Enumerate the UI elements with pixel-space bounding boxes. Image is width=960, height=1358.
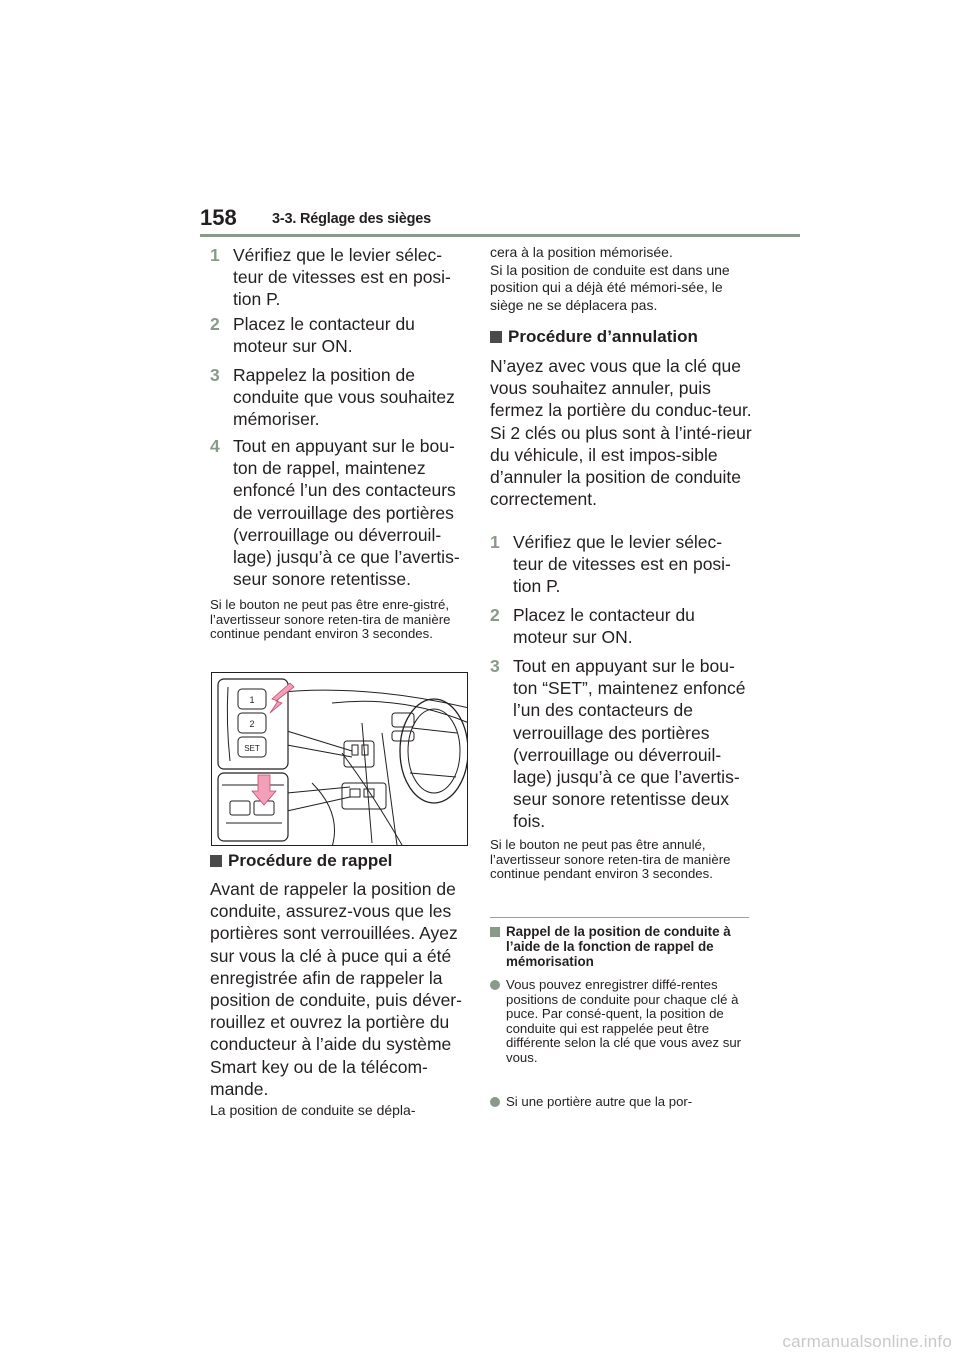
memory-switch-illustration [211,672,468,846]
left-note: Si le bouton ne peut pas être enre-gistré, l’avertisseur sonore reten-tira de manière continue pendant environ 3 secondes. [210,597,451,642]
memory-recall-heading [490,925,752,969]
square-bullet-icon [210,855,222,867]
right-step-2 [490,604,752,648]
step-text: Placez le contacteur du moteur sur ON. [513,605,695,648]
section-title: 3-3. Réglage des sièges [272,211,432,227]
recall-heading [210,850,472,872]
step-number: 4 [210,436,220,456]
step-text: Tout en appuyant sur le bou-ton de rappel, maintenez enfoncé l’un des contacteurs de verrouillage des portières (verrouillage ou déverrouil-lage) jusqu’à ce que l’avertis-seur sonore retentisse. [233,436,460,590]
right-step-1 [490,531,752,598]
section-separator [490,917,749,918]
bullet-text: Vous pouvez enregistrer diffé-rentes positions de conduite pour chaque clé à puce. Par consé-quent, la position de conduite qui est rappelée peut être différente selon la clé que vous avez sur vous. [506,977,742,1065]
step-number: 2 [210,314,220,334]
left-step-2 [210,313,472,357]
square-bullet-icon [490,331,502,343]
step-number: 3 [490,656,500,676]
button-label-1: 1 [249,695,255,705]
recall-text: Avant de rappeler la position de conduite, assurez-vous que les portières sont verrouillées. Ayez sur vous la clé à puce qui a été enregistrée afin de rappeler la position de conduite, puis déver-rouillez et ouvrez la portière du conducteur à l’aide du système Smart key ou de la télécom-mande. [210,879,462,1099]
memory-bullet-2 [490,1095,752,1110]
page-number: 158 [200,205,237,230]
square-bullet-icon [490,927,500,937]
step-number: 1 [490,532,500,552]
step-number: 3 [210,365,220,385]
round-bullet-icon [490,980,500,990]
step-text: Vérifiez que le levier sélec-teur de vitesses est en posi-tion P. [513,532,731,597]
left-step-1 [210,244,472,311]
left-step-4 [210,435,472,590]
right-note: Si le bouton ne peut pas être annulé, l’avertisseur sonore reten-tira de manière continue pendant environ 3 secondes. [490,837,731,882]
memory-bullet-1 [490,978,752,1066]
step-number: 2 [490,605,500,625]
memory-recall-heading-text: Rappel de la position de conduite à l’aide de la fonction de rappel de mémorisation [506,924,731,969]
button-label-set: SET [244,744,260,753]
cancel-text: N’ayez avec vous que la clé que vous souhaitez annuler, puis fermez la portière du conduc-teur. Si 2 clés ou plus sont à l’inté-rieur du véhicule, il est impos-sible d’annuler la position de conduite correctement. [490,356,752,510]
recall-note-continued: cera à la position mémorisée. Si la position de conduite est dans une position qui a déjà été mémori-sée, le siège ne se déplacera pas. [490,244,730,313]
step-text: Placez le contacteur du moteur sur ON. [233,314,415,357]
recall-heading-text: Procédure de rappel [228,851,393,870]
cancel-heading-text: Procédure d’annulation [508,327,698,346]
left-step-3 [210,364,472,431]
bullet-text: Si une portière autre que la por- [506,1094,693,1109]
step-text: Vérifiez que le levier sélec-teur de vitesses est en posi-tion P. [233,245,451,310]
header-rule [200,234,800,237]
page-header [200,204,800,236]
right-step-3 [490,655,752,833]
step-number: 1 [210,245,220,265]
watermark: carmanualsonline.info [782,1332,952,1351]
round-bullet-icon [490,1097,500,1107]
illustration-drawing [212,673,468,846]
step-text: Rappelez la position de conduite que vous souhaitez mémoriser. [233,365,455,430]
recall-note-start: La position de conduite se dépla- [210,1102,416,1118]
step-text: Tout en appuyant sur le bou-ton “SET”, maintenez enfoncé l’un des contacteurs de verrouillage des portières (verrouillage ou déverrouil-lage) jusqu’à ce que l’avertis-seur sonore retentisse deux fois. [513,656,746,832]
cancel-heading [490,326,752,348]
button-label-2: 2 [249,719,255,729]
